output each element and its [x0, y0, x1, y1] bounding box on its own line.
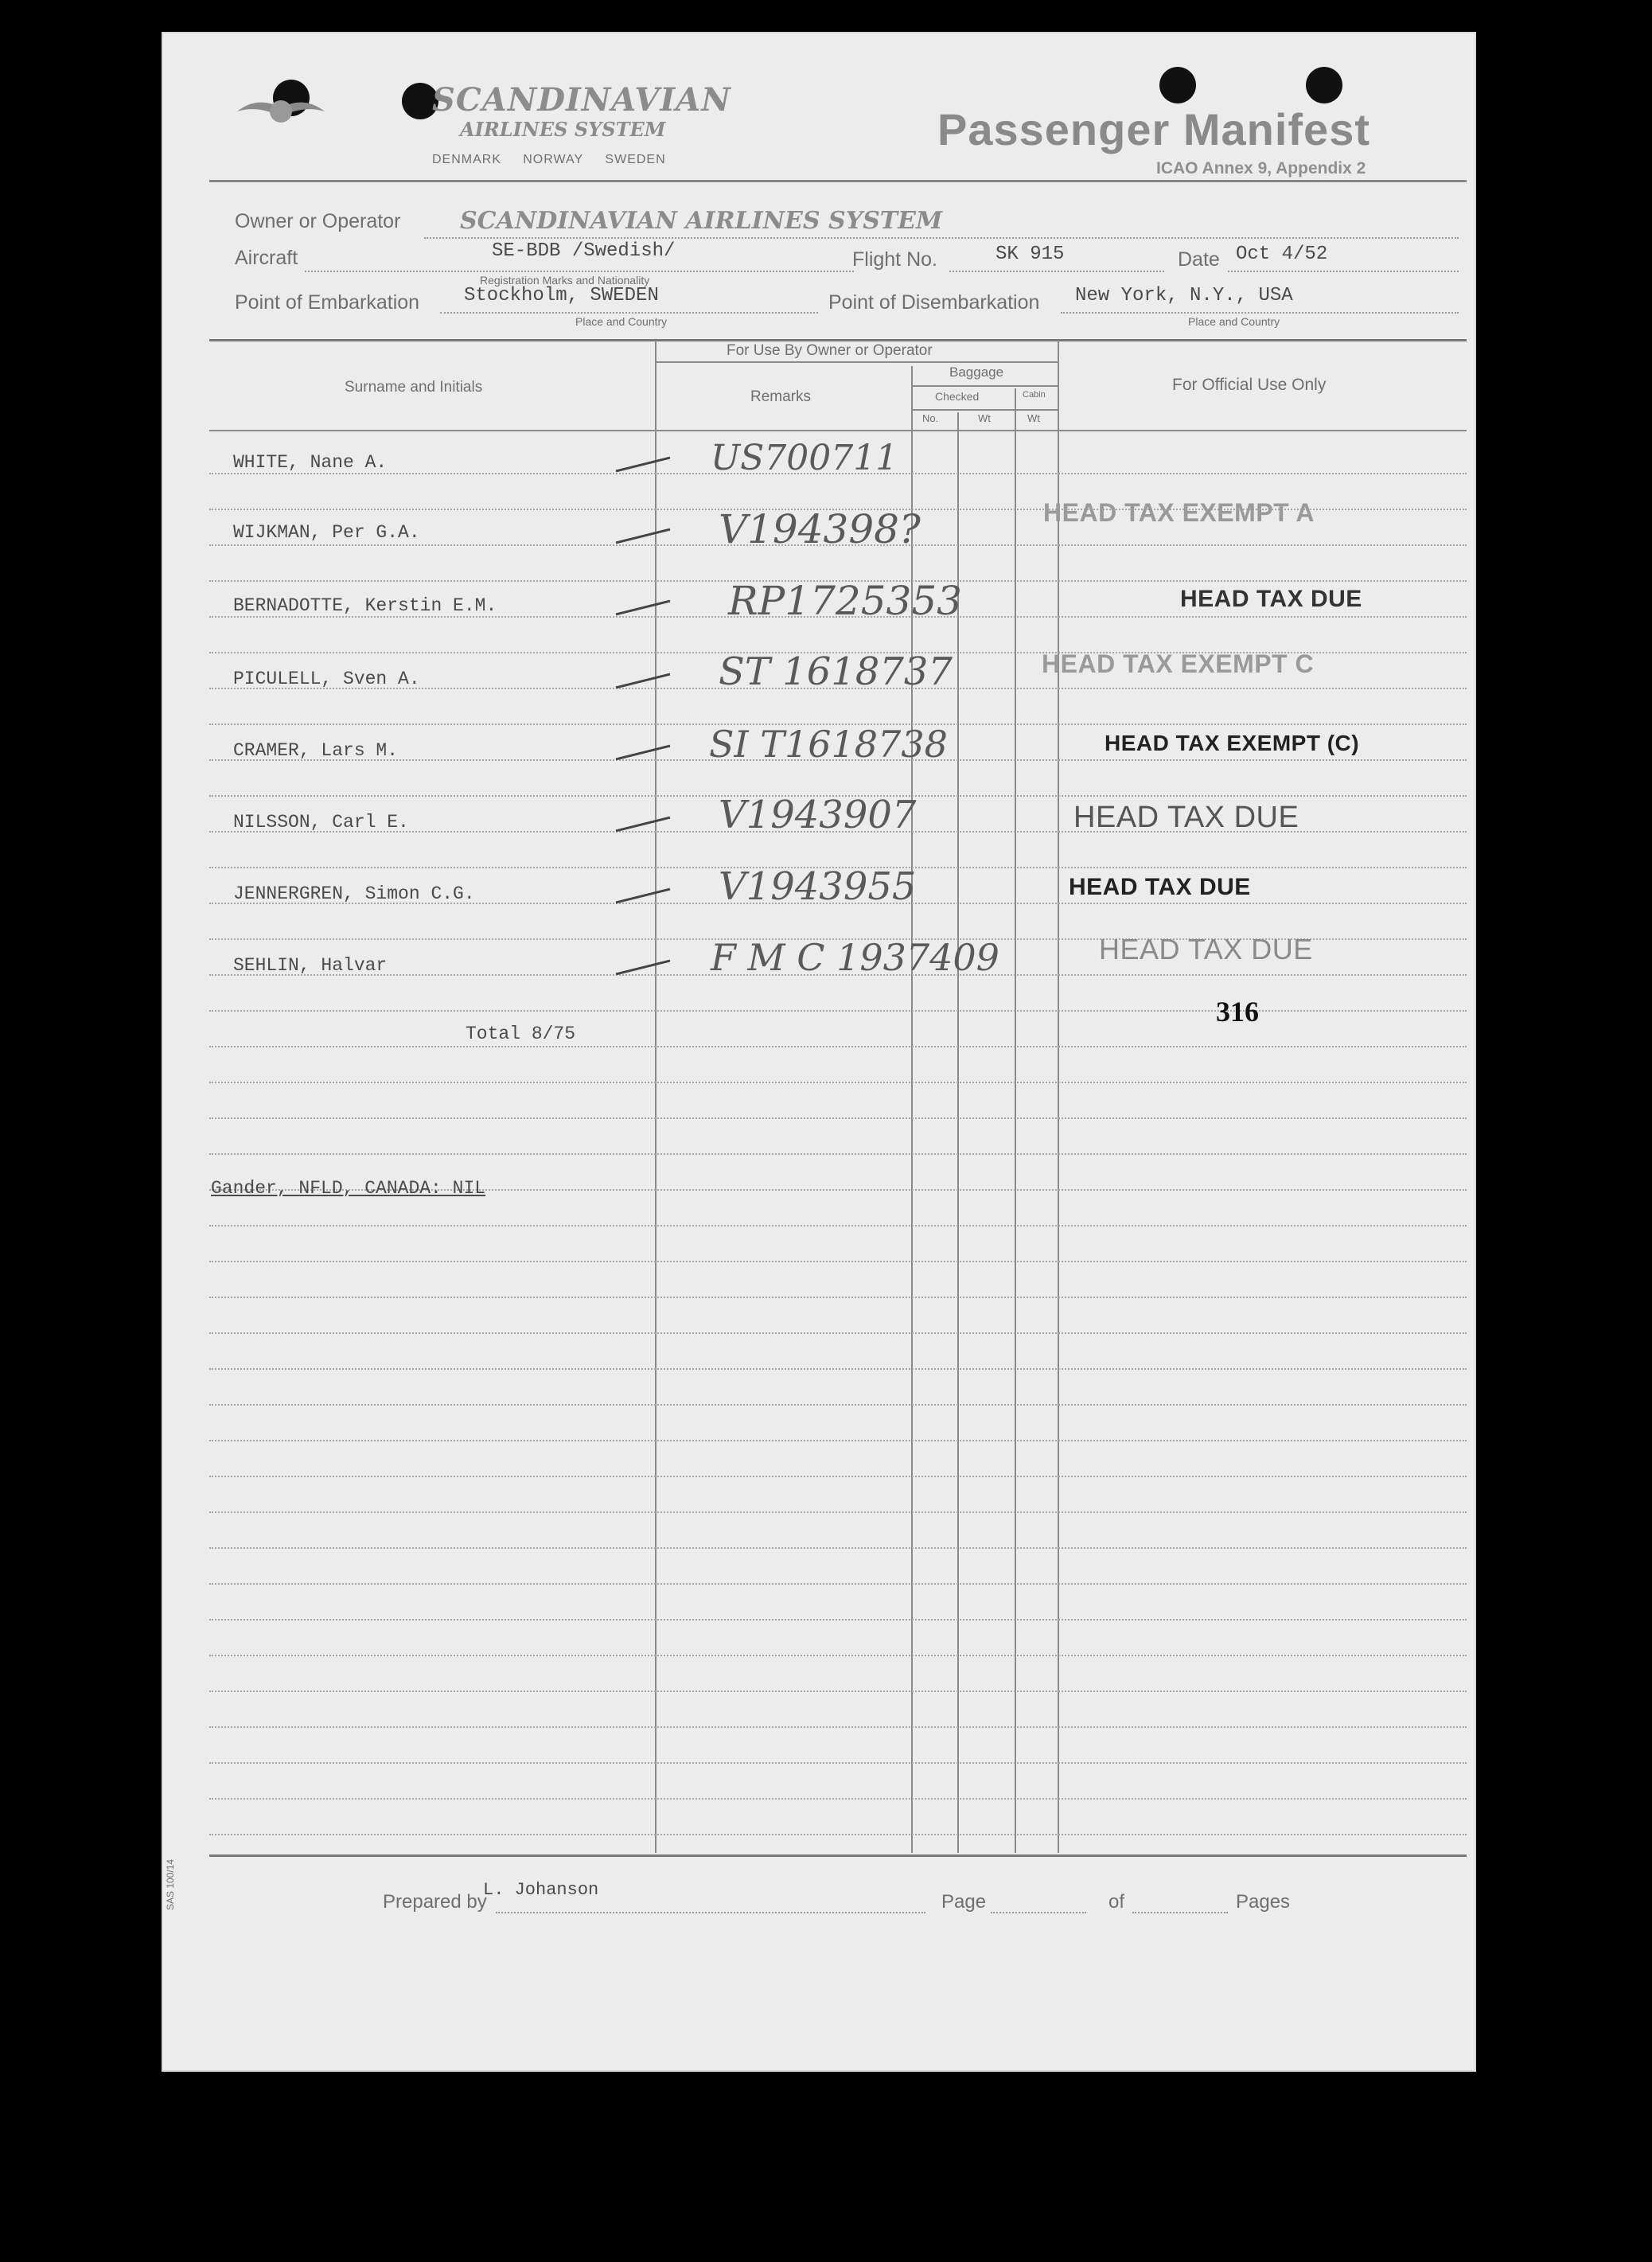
row-line — [209, 1619, 1467, 1620]
passenger-name: NILSSON, Carl E. — [233, 812, 409, 833]
row-line — [209, 1834, 1467, 1835]
col-header-surname: Surname and Initials — [345, 379, 483, 396]
airline-countries — [432, 153, 666, 167]
passenger-name: PICULELL, Sven A. — [233, 669, 420, 689]
check-mark — [616, 673, 671, 689]
passenger-remark: US700711 — [711, 438, 898, 478]
prepared-value: L. Johanson — [483, 1880, 599, 1900]
col-header-checked: Checked — [935, 390, 980, 403]
pages-label: Pages — [1236, 1891, 1291, 1913]
flight-underline — [949, 271, 1164, 272]
airline-logo — [233, 88, 329, 135]
flight-label: Flight No. — [852, 248, 937, 271]
disembarkation-underline — [1061, 312, 1459, 314]
row-line — [209, 1225, 1467, 1227]
disembarkation-value: New York, N.Y., USA — [1075, 285, 1293, 306]
row-line — [209, 1511, 1467, 1513]
punch-hole — [1159, 67, 1196, 103]
passenger-remark: ST 1618737 — [719, 649, 953, 694]
row-line — [209, 1583, 1467, 1585]
of-label: of — [1108, 1891, 1125, 1913]
header-row-bottom — [209, 430, 1467, 431]
col-divider-official — [1058, 341, 1059, 1853]
row-line — [209, 1691, 1467, 1692]
official-stamp: HEAD TAX DUE — [1073, 801, 1299, 834]
col-header-remarks: Remarks — [750, 388, 812, 405]
col-divider-remarks — [655, 341, 657, 1853]
passenger-remark: F M C 1937409 — [711, 936, 999, 979]
col-header-cabin-wt: Wt — [1027, 412, 1040, 424]
passenger-remark: SI T1618738 — [709, 723, 948, 766]
owner-label: Owner or Operator — [235, 210, 401, 232]
col-divider-checked-wt — [957, 412, 959, 1853]
check-mark — [616, 528, 671, 544]
check-mark — [616, 888, 671, 904]
owner-underline — [424, 237, 1459, 239]
for-use-underline — [655, 361, 1058, 363]
aircraft-caption: Registration Marks and Nationality — [480, 274, 650, 287]
col-header-cabin: Cabin — [1023, 390, 1046, 400]
row-line — [209, 1332, 1467, 1334]
col-header-no: No. — [922, 412, 939, 424]
passenger-name: BERNADOTTE, Kerstin E.M. — [233, 595, 497, 616]
date-label: Date — [1178, 248, 1220, 271]
official-stamp: HEAD TAX EXEMPT C — [1042, 649, 1315, 678]
aircraft-value: SE-BDB /Swedish/ — [492, 240, 676, 262]
aircraft-label: Aircraft — [235, 247, 298, 269]
official-stamp: HEAD TAX DUE — [1180, 586, 1362, 612]
form-title: Passenger Manifest — [937, 104, 1370, 154]
passenger-remark: RP1725353 — [728, 578, 962, 624]
row-line — [209, 1655, 1467, 1656]
check-mark — [616, 817, 671, 833]
manifest-sheet — [162, 32, 1476, 2072]
of-underline — [1132, 1912, 1228, 1913]
col-header-checked-wt: Wt — [978, 412, 991, 424]
prepared-label: Prepared by — [383, 1891, 487, 1913]
embarkation-caption: Place and Country — [575, 315, 668, 328]
table-bottom-border — [209, 1854, 1467, 1857]
header-divider — [209, 180, 1467, 182]
passenger-remark: V194398? — [719, 506, 921, 552]
passenger-name: WHITE, Nane A. — [233, 452, 388, 473]
row-line — [209, 1762, 1467, 1764]
row-line — [209, 1476, 1467, 1477]
passenger-name: JENNERGREN, Simon C.G. — [233, 883, 475, 904]
row-line — [209, 1297, 1467, 1298]
page-underline — [991, 1912, 1086, 1913]
passenger-remark: V1943955 — [719, 864, 917, 909]
row-line — [209, 1153, 1467, 1155]
passenger-name: WIJKMAN, Per G.A. — [233, 522, 420, 543]
aircraft-underline — [305, 271, 854, 272]
row-line — [209, 1082, 1467, 1083]
check-mark — [616, 745, 671, 761]
airline-name: SCANDINAVIAN — [432, 81, 731, 119]
flight-value: SK 915 — [995, 244, 1065, 265]
wings-icon — [233, 88, 329, 135]
check-mark — [616, 457, 671, 473]
stamp-number: 316 — [1216, 996, 1259, 1028]
table-top-border — [209, 339, 1467, 341]
punch-hole — [1306, 67, 1342, 103]
baggage-underline — [911, 385, 1058, 387]
row-line — [209, 1046, 1467, 1047]
col-header-baggage: Baggage — [949, 365, 1004, 380]
country-sweden: SWEDEN — [605, 153, 666, 166]
official-stamp: HEAD TAX DUE — [1069, 874, 1251, 900]
row-line — [209, 1261, 1467, 1262]
row-line — [209, 1547, 1467, 1549]
check-mark — [616, 960, 671, 976]
embarkation-label: Point of Embarkation — [235, 291, 420, 314]
passenger-remark: V1943907 — [719, 793, 917, 837]
official-stamp: HEAD TAX EXEMPT (C) — [1105, 731, 1360, 755]
row-line — [209, 1404, 1467, 1406]
page-label: Page — [941, 1891, 987, 1913]
gander-note: Gander, NFLD, CANADA: NIL — [211, 1178, 486, 1199]
row-line — [209, 1798, 1467, 1800]
checked-underline — [911, 409, 1058, 411]
owner-value: SCANDINAVIAN AIRLINES SYSTEM — [460, 207, 943, 235]
check-mark — [616, 600, 671, 616]
col-header-for-use: For Use By Owner or Operator — [727, 342, 933, 359]
passenger-name: SEHLIN, Halvar — [233, 955, 388, 976]
official-stamp: HEAD TAX DUE — [1099, 933, 1313, 965]
passenger-total: Total 8/75 — [466, 1024, 576, 1044]
disembarkation-caption: Place and Country — [1188, 315, 1280, 328]
embarkation-value: Stockholm, SWEDEN — [464, 285, 659, 306]
passenger-name: CRAMER, Lars M. — [233, 740, 399, 761]
row-line — [209, 1117, 1467, 1119]
date-value: Oct 4/52 — [1236, 244, 1328, 265]
embarkation-underline — [440, 312, 818, 314]
country-denmark: DENMARK — [432, 153, 502, 166]
row-line — [209, 1010, 1467, 1012]
country-norway: NORWAY — [523, 153, 584, 166]
col-header-official: For Official Use Only — [1172, 376, 1327, 394]
prepared-underline — [496, 1912, 925, 1913]
row-line — [209, 1726, 1467, 1728]
col-divider-cabin — [1015, 388, 1016, 1853]
disembarkation-label: Point of Disembarkation — [828, 291, 1040, 314]
row-line — [209, 1440, 1467, 1441]
form-reference: ICAO Annex 9, Appendix 2 — [1156, 159, 1366, 177]
row-line — [209, 1368, 1467, 1370]
date-underline — [1228, 271, 1459, 272]
form-code: SAS 100/14 — [165, 1858, 176, 1910]
airline-subtitle: AIRLINES SYSTEM — [460, 118, 666, 141]
official-stamp: HEAD TAX EXEMPT A — [1043, 498, 1315, 527]
